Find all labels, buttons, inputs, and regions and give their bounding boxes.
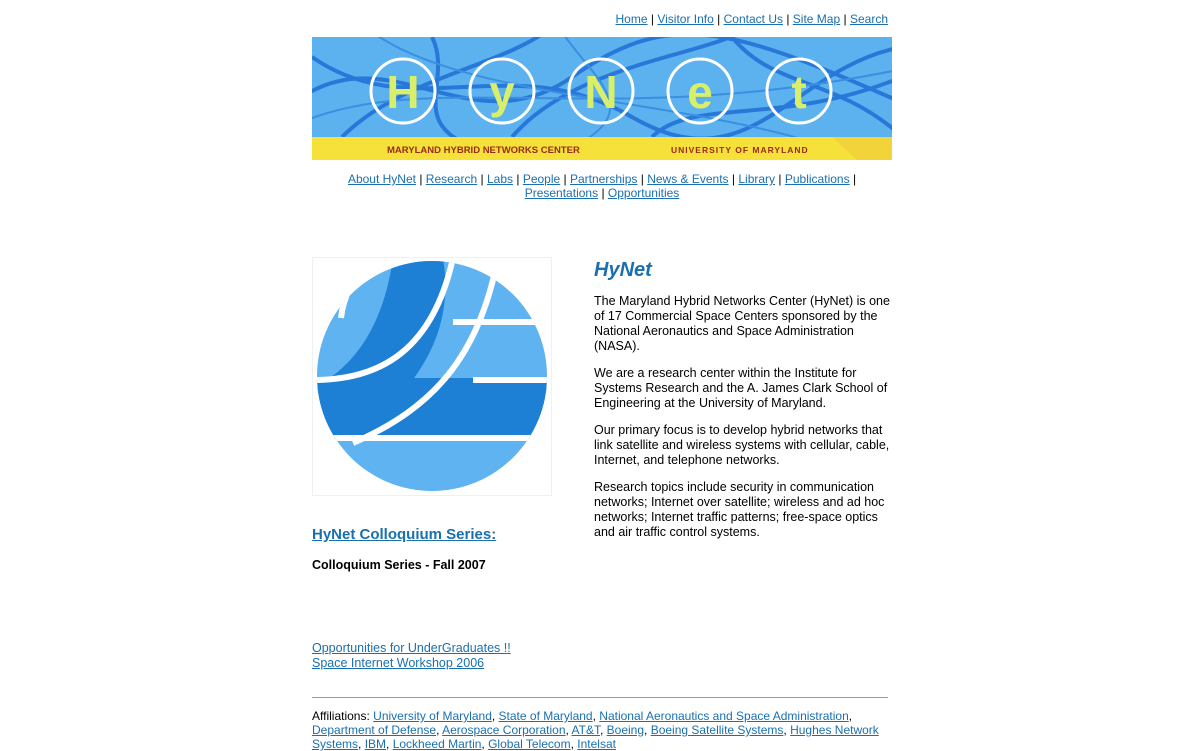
globe-icon	[313, 258, 551, 495]
affiliation-link[interactable]: Intelsat	[577, 737, 616, 751]
space-internet-workshop-link[interactable]: Space Internet Workshop 2006	[312, 656, 485, 670]
colloquium-subtitle: Colloquium Series - Fall 2007	[312, 558, 486, 572]
footer-divider	[312, 697, 888, 698]
affiliation-link[interactable]: National Aeronautics and Space Administration	[599, 709, 849, 723]
nav-partnerships-link[interactable]: Partnerships	[570, 172, 638, 186]
intro-paragraph-1: The Maryland Hybrid Networks Center (HyNet) is one of 17 Commercial Space Centers sponsored by the National Aeronautics and Space Administration (NASA).	[594, 294, 890, 353]
banner-letter-y: y	[489, 66, 515, 118]
affiliation-link[interactable]: State of Maryland	[498, 709, 593, 723]
affiliation-link[interactable]: Boeing	[606, 723, 645, 737]
nav-research-link[interactable]: Research	[425, 172, 478, 186]
affiliation-link[interactable]: Aerospace Corporation	[442, 723, 566, 737]
intro-paragraph-4: Research topics include security in communication networks; Internet over satellite; wireless and ad hoc networks; Internet traffic patterns; free-space optics and air traffic control systems.	[594, 480, 885, 539]
affiliation-link[interactable]: University of Maryland	[373, 709, 492, 723]
main-nav-row-2: Presentations | Opportunities	[524, 186, 680, 200]
affiliations: Affiliations: University of Maryland, State of Maryland, National Aeronautics and Space Administration, Department of Defense, Aerospace Corporation, AT&T, Boeing, Boeing Satellite Systems, Hughes Network Systems, IBM, Lockheed Martin, Global Telecom, Intelsat	[312, 709, 879, 751]
nav-news-events-link[interactable]: News & Events	[647, 172, 729, 186]
colloquium-series-link[interactable]: HyNet Colloquium Series:	[312, 526, 497, 543]
nav-visitor-info-link[interactable]: Visitor Info	[657, 12, 714, 26]
intro-paragraph-2: We are a research center within the Institute for Systems Research and the A. James Clark School of Engineering at the University of Maryland.	[594, 366, 888, 410]
nav-library-link[interactable]: Library	[738, 172, 776, 186]
top-nav: Home | Visitor Info | Contact Us | Site Map | Search	[615, 12, 888, 26]
nav-labs-link[interactable]: Labs	[486, 172, 513, 186]
banner-letter-h: H	[386, 66, 420, 118]
hynet-banner	[312, 37, 892, 160]
affiliation-link[interactable]: AT&T	[571, 723, 600, 737]
nav-people-link[interactable]: People	[522, 172, 561, 186]
nav-publications-link[interactable]: Publications	[784, 172, 850, 186]
nav-contact-us-link[interactable]: Contact Us	[723, 12, 783, 26]
nav-home-link[interactable]: Home	[615, 12, 648, 26]
nav-about-hynet-link[interactable]: About HyNet	[347, 172, 416, 186]
nav-opportunities-link[interactable]: Opportunities	[607, 186, 680, 200]
affiliation-link[interactable]: Global Telecom	[488, 737, 571, 751]
nav-site-map-link[interactable]: Site Map	[792, 12, 841, 26]
main-nav-row-1: About HyNet | Research | Labs | People | Partnerships | News & Events | Library | Publications |	[347, 172, 857, 186]
intro-content	[594, 258, 892, 552]
nav-presentations-link[interactable]: Presentations	[524, 186, 599, 200]
nav-search-link[interactable]: Search	[849, 12, 888, 26]
banner-letter-t: t	[791, 66, 807, 118]
main-nav	[312, 172, 892, 200]
affiliations-label: Affiliations:	[312, 709, 370, 723]
hynet-logo	[312, 257, 552, 496]
banner-right-caption: UNIVERSITY OF MARYLAND	[671, 145, 809, 155]
intro-paragraph-3: Our primary focus is to develop hybrid networks that link satellite and wireless systems with cellular, cable, Internet, and telephone networks.	[594, 423, 890, 467]
banner-left-caption: MARYLAND HYBRID NETWORKS CENTER	[387, 145, 580, 156]
banner-letter-n: N	[584, 66, 618, 118]
affiliation-link[interactable]: Boeing Satellite Systems	[650, 723, 784, 737]
undergrad-opportunities-link[interactable]: Opportunities for UnderGraduates !!	[312, 641, 511, 655]
affiliation-link[interactable]: Department of Defense	[312, 723, 437, 737]
extra-links	[312, 641, 511, 671]
banner-letter-e: e	[687, 66, 713, 118]
page-title: HyNet	[594, 259, 652, 281]
affiliation-link[interactable]: Hughes Network Systems	[312, 723, 879, 751]
affiliation-link[interactable]: IBM	[364, 737, 387, 751]
affiliation-link[interactable]: Lockheed Martin	[392, 737, 482, 751]
